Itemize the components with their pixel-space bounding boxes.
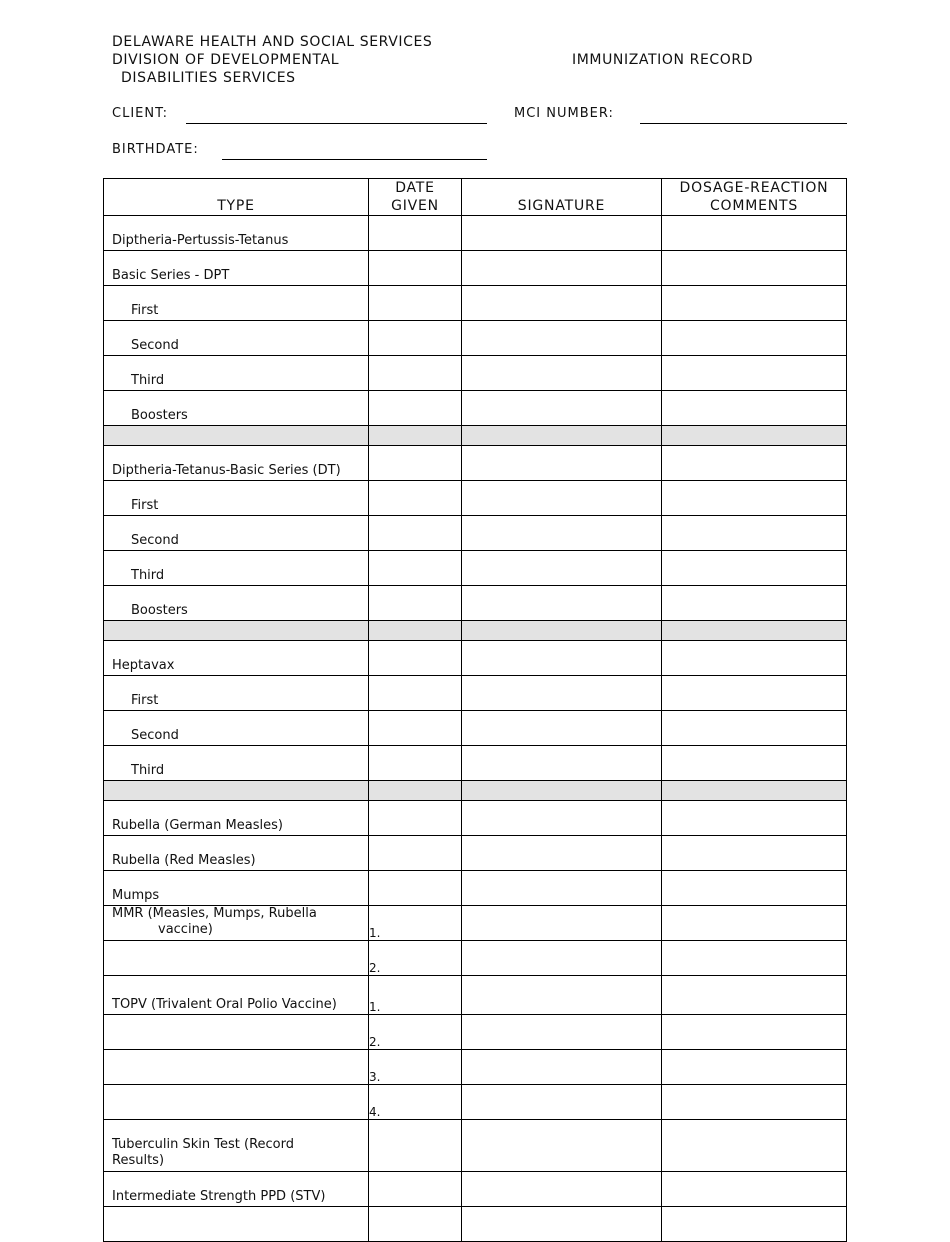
date-cell[interactable]	[369, 286, 462, 321]
section-separator	[104, 781, 847, 801]
row-label: Diptheria-Tetanus-Basic Series (DT)	[104, 446, 369, 481]
date-cell[interactable]	[369, 641, 462, 676]
comments-cell[interactable]	[662, 906, 847, 941]
date-cell[interactable]	[369, 551, 462, 586]
table-row	[104, 1120, 847, 1172]
dose-number[interactable]: 4.	[369, 1085, 462, 1120]
signature-cell[interactable]	[462, 1050, 662, 1085]
row-label: Third	[104, 551, 369, 586]
table-row	[104, 1015, 847, 1050]
row-label: Mumps	[104, 871, 369, 906]
row-label: Third	[104, 356, 369, 391]
signature-cell[interactable]	[462, 801, 662, 836]
row-label	[104, 1120, 369, 1172]
row-label: Boosters	[104, 391, 369, 426]
date-cell[interactable]	[369, 216, 462, 251]
table-row	[104, 676, 847, 711]
date-cell[interactable]	[369, 586, 462, 621]
date-cell[interactable]	[369, 516, 462, 551]
col-header-date-line1: DATE	[395, 180, 435, 196]
comments-cell[interactable]	[662, 1172, 847, 1207]
table-row	[104, 941, 847, 976]
signature-cell[interactable]	[462, 251, 662, 286]
signature-cell[interactable]	[462, 586, 662, 621]
table-row	[104, 321, 847, 356]
table-row	[104, 1172, 847, 1207]
row-label: Second	[104, 516, 369, 551]
signature-cell[interactable]	[462, 216, 662, 251]
tb-label	[112, 1137, 364, 1169]
comments-cell[interactable]	[662, 711, 847, 746]
mci-number-label: MCI NUMBER:	[514, 106, 614, 121]
signature-cell[interactable]	[462, 976, 662, 1015]
table-row	[104, 836, 847, 871]
table-row	[104, 216, 847, 251]
date-cell[interactable]	[369, 871, 462, 906]
agency-line-2: DIVISION OF DEVELOPMENTAL	[112, 52, 340, 68]
col-header-date-line2: GIVEN	[391, 198, 439, 214]
signature-cell[interactable]	[462, 676, 662, 711]
date-cell[interactable]	[369, 446, 462, 481]
row-label: Intermediate Strength PPD (STV)	[104, 1172, 369, 1207]
table-row	[104, 251, 847, 286]
comments-cell[interactable]	[662, 1120, 847, 1172]
client-field[interactable]	[186, 122, 487, 124]
row-label	[104, 906, 369, 941]
comments-cell[interactable]	[662, 1050, 847, 1085]
row-label: Third	[104, 746, 369, 781]
col-header-type: TYPE	[104, 179, 369, 216]
row-label: TOPV (Trivalent Oral Polio Vaccine)	[104, 976, 369, 1015]
comments-cell[interactable]	[662, 446, 847, 481]
dose-number[interactable]: 1.	[369, 906, 462, 941]
comments-cell[interactable]	[662, 216, 847, 251]
col-header-date-given	[369, 179, 462, 216]
tb-label-line2: Results)	[112, 1153, 165, 1168]
date-cell[interactable]	[369, 836, 462, 871]
form-title: IMMUNIZATION RECORD	[572, 52, 754, 68]
birthdate-label: BIRTHDATE:	[112, 142, 199, 157]
signature-cell[interactable]	[462, 711, 662, 746]
date-cell[interactable]	[369, 711, 462, 746]
table-row	[104, 871, 847, 906]
mci-number-field[interactable]	[640, 122, 847, 124]
row-label: Boosters	[104, 586, 369, 621]
comments-cell[interactable]	[662, 1015, 847, 1050]
table-header-row	[104, 179, 847, 216]
date-cell[interactable]	[369, 1172, 462, 1207]
comments-cell[interactable]	[662, 976, 847, 1015]
mmr-label	[112, 906, 364, 938]
table-row	[104, 481, 847, 516]
row-label: Basic Series - DPT	[104, 251, 369, 286]
dose-number[interactable]: 2.	[369, 1015, 462, 1050]
comments-cell[interactable]	[662, 516, 847, 551]
signature-cell[interactable]	[462, 836, 662, 871]
signature-cell[interactable]	[462, 941, 662, 976]
signature-cell[interactable]	[462, 516, 662, 551]
row-label: Heptavax	[104, 641, 369, 676]
comments-cell[interactable]	[662, 941, 847, 976]
table-row	[104, 1050, 847, 1085]
date-cell[interactable]	[369, 251, 462, 286]
signature-cell[interactable]	[462, 1085, 662, 1120]
table-row	[104, 641, 847, 676]
table-row	[104, 391, 847, 426]
table-row	[104, 551, 847, 586]
signature-cell[interactable]	[462, 551, 662, 586]
agency-line-1: DELAWARE HEALTH AND SOCIAL SERVICES	[112, 34, 433, 50]
row-label: First	[104, 676, 369, 711]
agency-header	[112, 33, 432, 87]
signature-cell[interactable]	[462, 481, 662, 516]
signature-cell[interactable]	[462, 871, 662, 906]
comments-cell[interactable]	[662, 1085, 847, 1120]
row-label: Rubella (German Measles)	[104, 801, 369, 836]
signature-cell[interactable]	[462, 446, 662, 481]
table-row	[104, 586, 847, 621]
mmr-label-line2: vaccine)	[158, 922, 213, 937]
signature-cell[interactable]	[462, 1015, 662, 1050]
comments-cell[interactable]	[662, 356, 847, 391]
signature-cell[interactable]	[462, 391, 662, 426]
signature-cell[interactable]	[462, 321, 662, 356]
signature-cell[interactable]	[462, 746, 662, 781]
client-label: CLIENT:	[112, 106, 168, 121]
table-row	[104, 1085, 847, 1120]
row-label: First	[104, 481, 369, 516]
col-header-comments-line1: DOSAGE-REACTION	[679, 180, 829, 196]
date-cell[interactable]	[369, 801, 462, 836]
col-header-comments-line2: COMMENTS	[709, 198, 799, 214]
section-separator	[104, 621, 847, 641]
dose-number[interactable]: 2.	[369, 941, 462, 976]
date-cell[interactable]	[369, 1207, 462, 1242]
date-cell[interactable]	[369, 676, 462, 711]
tb-label-line1: Tuberculin Skin Test (Record	[112, 1137, 294, 1152]
comments-cell[interactable]	[662, 251, 847, 286]
signature-cell[interactable]	[462, 286, 662, 321]
table-row	[104, 976, 847, 1015]
row-label: Rubella (Red Measles)	[104, 836, 369, 871]
birthdate-field[interactable]	[222, 158, 487, 160]
comments-cell[interactable]	[662, 481, 847, 516]
comments-cell[interactable]	[662, 836, 847, 871]
agency-line-3: DISABILITIES SERVICES	[121, 70, 296, 86]
row-label: Second	[104, 321, 369, 356]
comments-cell[interactable]	[662, 1207, 847, 1242]
comments-cell[interactable]	[662, 801, 847, 836]
comments-cell[interactable]	[662, 676, 847, 711]
table-row	[104, 906, 847, 941]
signature-cell[interactable]	[462, 1172, 662, 1207]
dose-number[interactable]: 3.	[369, 1050, 462, 1085]
section-separator	[104, 426, 847, 446]
date-cell[interactable]	[369, 391, 462, 426]
comments-cell[interactable]	[662, 871, 847, 906]
date-cell[interactable]	[369, 356, 462, 391]
signature-cell[interactable]	[462, 356, 662, 391]
table-row	[104, 801, 847, 836]
table-row	[104, 711, 847, 746]
date-cell[interactable]	[369, 746, 462, 781]
mmr-label-line1: MMR (Measles, Mumps, Rubella	[112, 906, 317, 921]
col-header-comments	[662, 179, 847, 216]
row-label: Diptheria-Pertussis-Tetanus	[104, 216, 369, 251]
row-label: Second	[104, 711, 369, 746]
table-row	[104, 446, 847, 481]
table-row	[104, 746, 847, 781]
comments-cell[interactable]	[662, 321, 847, 356]
comments-cell[interactable]	[662, 641, 847, 676]
comments-cell[interactable]	[662, 586, 847, 621]
col-header-signature: SIGNATURE	[462, 179, 662, 216]
immunization-table	[103, 178, 847, 1242]
dose-number[interactable]: 1.	[369, 976, 462, 1015]
signature-cell[interactable]	[462, 1120, 662, 1172]
comments-cell[interactable]	[662, 746, 847, 781]
comments-cell[interactable]	[662, 551, 847, 586]
row-label: First	[104, 286, 369, 321]
comments-cell[interactable]	[662, 391, 847, 426]
table-row	[104, 516, 847, 551]
date-cell[interactable]	[369, 321, 462, 356]
signature-cell[interactable]	[462, 906, 662, 941]
date-cell[interactable]	[369, 481, 462, 516]
table-row	[104, 286, 847, 321]
signature-cell[interactable]	[462, 641, 662, 676]
comments-cell[interactable]	[662, 286, 847, 321]
table-row	[104, 1207, 847, 1242]
table-row	[104, 356, 847, 391]
date-cell[interactable]	[369, 1120, 462, 1172]
signature-cell[interactable]	[462, 1207, 662, 1242]
